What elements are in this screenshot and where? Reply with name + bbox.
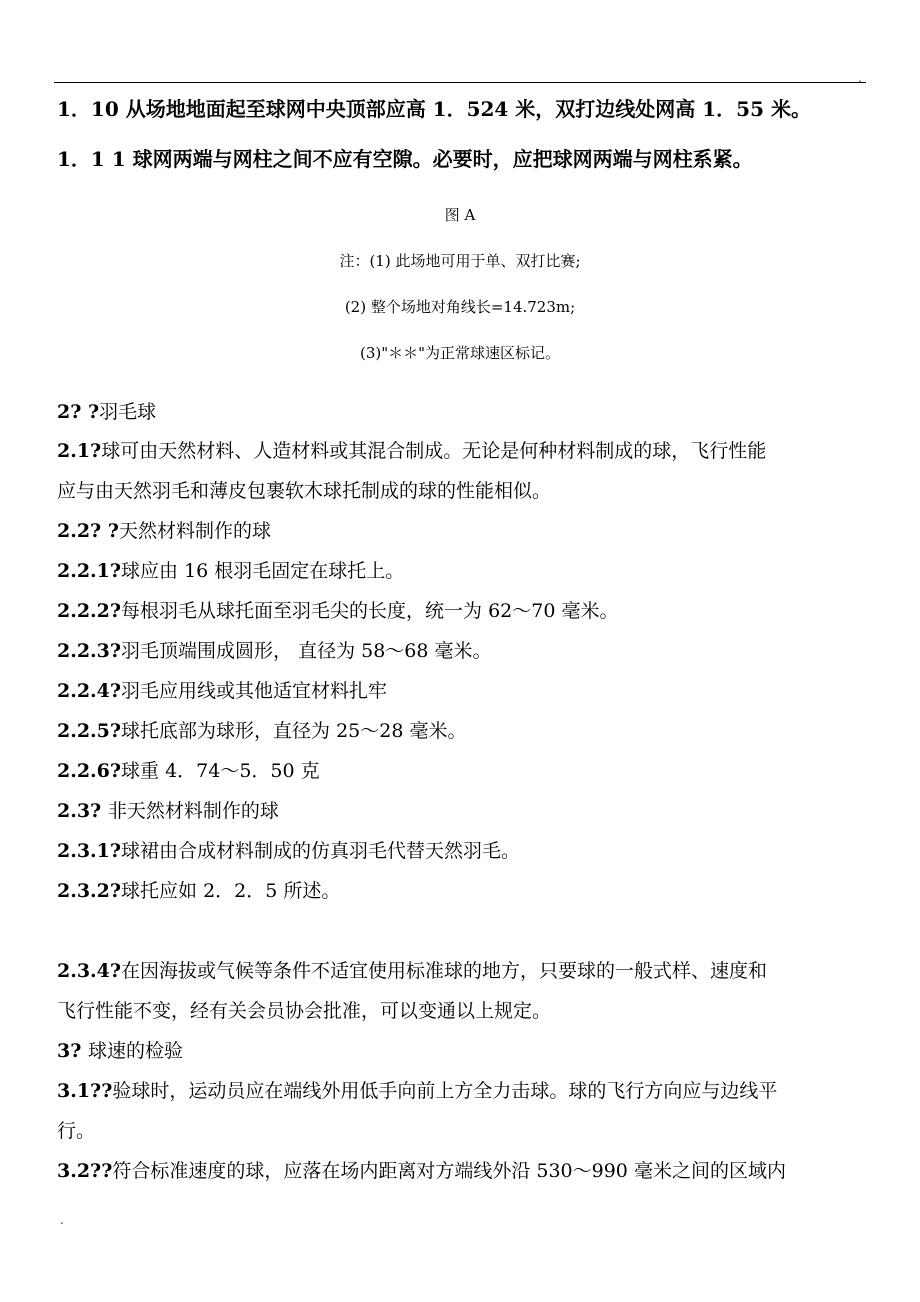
section-line	[57, 638, 492, 664]
section-text: 非天然材料制作的球	[107, 800, 279, 822]
paragraph-1-10: 1．10 从场地地面起至球网中央顶部应高 1．524 米，双打边线处网高 1．55 米。	[57, 97, 811, 121]
section-line	[57, 958, 767, 984]
section-line	[57, 1118, 95, 1144]
section-number: 2.2.6?	[57, 760, 122, 782]
section-text: 球速的检验	[87, 1040, 183, 1062]
section-text: 羽毛顶端围成圆形， 直径为 58～68 毫米。	[121, 640, 492, 662]
section-text: 应与由天然羽毛和薄皮包裹软木球托制成的球的性能相似。	[57, 480, 552, 502]
section-number: 2.1?	[57, 440, 102, 462]
section-number: 2.3.1?	[57, 840, 122, 862]
section-number: 2.2? ?	[57, 520, 119, 542]
section-text: 球应由 16 根羽毛固定在球托上。	[121, 560, 405, 582]
section-line	[57, 1038, 183, 1064]
header-mark: .	[858, 71, 862, 85]
section-text: 球托应如 2．2．5 所述。	[121, 880, 341, 902]
section-line	[57, 878, 340, 904]
section-number: 2.2.4?	[57, 680, 122, 702]
section-line	[57, 718, 466, 744]
section-line	[57, 838, 520, 864]
section-text: 飞行性能不变，经有关会员协会批准，可以变通以上规定。	[57, 1000, 552, 1022]
figure-note-3: (3)"＊＊"为正常球速区标记。	[359, 344, 561, 362]
section-text: 球裙由合成材料制成的仿真羽毛代替天然羽毛。	[121, 840, 521, 862]
section-line	[57, 678, 387, 704]
section-line	[57, 598, 618, 624]
section-text: 羽毛球	[99, 401, 157, 423]
section-number: 2.3?	[57, 800, 108, 822]
section-line	[57, 998, 551, 1024]
section-number: 2.2.1?	[57, 560, 122, 582]
section-text: 行。	[57, 1120, 96, 1142]
figure-caption: 图 A	[444, 206, 476, 224]
section-number: 3.2??	[57, 1160, 113, 1182]
section-text: 每根羽毛从球托面至羽毛尖的长度，统一为 62～70 毫米。	[121, 600, 619, 622]
section-text: 天然材料制作的球	[118, 520, 271, 542]
section-text: 球托底部为球形，直径为 25～28 毫米。	[121, 720, 467, 742]
section-line	[57, 1078, 777, 1104]
section-line	[57, 1158, 786, 1184]
figure-note-1: 注：(1) 此场地可用于单、双打比赛;	[339, 252, 581, 270]
section-number: 2.3.4?	[57, 960, 122, 982]
section-text: 在因海拔或气候等条件不适宜使用标准球的地方，只要球的一般式样、速度和	[121, 960, 768, 982]
section-text: 球重 4．74～5．50 克	[121, 760, 320, 782]
section-line	[57, 438, 766, 464]
section-line	[57, 399, 156, 425]
section-number: 2.3.2?	[57, 880, 122, 902]
section-number: 3.1??	[57, 1080, 113, 1102]
section-text: 球可由天然材料、人造材料或其混合制成。无论是何种材料制成的球，飞行性能	[101, 440, 767, 462]
section-text: 符合标准速度的球，应落在场内距离对方端线外沿 530～990 毫米之间的区域内	[112, 1160, 786, 1182]
paragraph-1-11: 1．1 1 球网两端与网柱之间不应有空隙。必要时，应把球网两端与网柱系紧。	[57, 147, 753, 171]
footer-mark: .	[60, 1213, 64, 1227]
section-number: 2.2.2?	[57, 600, 122, 622]
section-line	[57, 478, 551, 504]
section-line	[57, 518, 271, 544]
section-text: 验球时，运动员应在端线外用低手向前上方全力击球。球的飞行方向应与边线平	[112, 1080, 778, 1102]
section-number: 2.2.3?	[57, 640, 122, 662]
figure-note-2: (2) 整个场地对角线长=14.723m;	[344, 298, 576, 316]
section-number: 3?	[57, 1040, 88, 1062]
section-line	[57, 558, 404, 584]
section-line	[57, 798, 279, 824]
section-number: 2? ?	[57, 401, 100, 423]
header-rule	[54, 82, 866, 83]
section-line	[57, 758, 320, 784]
section-number: 2.2.5?	[57, 720, 122, 742]
section-text: 羽毛应用线或其他适宜材料扎牢	[121, 680, 388, 702]
